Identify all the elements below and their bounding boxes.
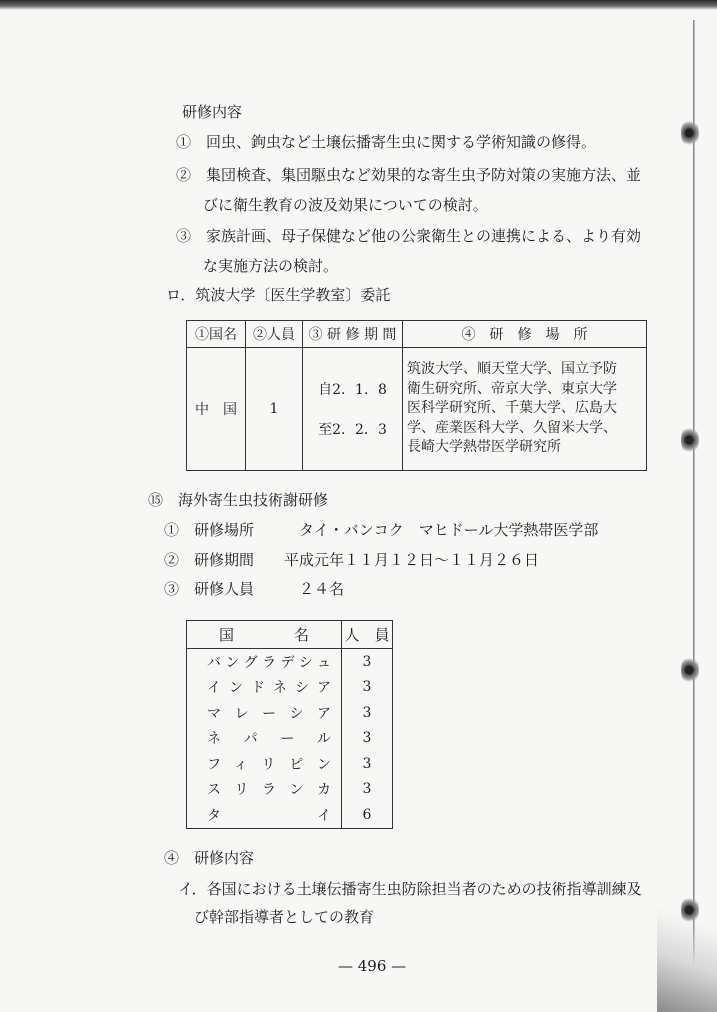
header-people: 人 員: [342, 621, 393, 649]
people-cell: 3: [342, 675, 393, 701]
page-number: — 496 —: [338, 957, 407, 975]
content-item-2-line1: ② 集団検査、集団駆虫など効果的な寄生虫予防対策の実施方法、並: [176, 166, 642, 184]
content-item-3-line2: な実施方法の検討。: [203, 257, 339, 275]
people-cell: 3: [342, 751, 393, 777]
training-period: ② 研修期間 平成元年１１月１２日〜１１月２６日: [164, 551, 540, 569]
overseas-training-title: ⑮ 海外寄生虫技術謝研修: [148, 491, 329, 509]
scan-top-shadow: [0, 0, 717, 10]
cell-people: 1: [246, 348, 303, 471]
place-line: 医科学研究所、千葉大学、広島大: [407, 400, 617, 417]
table-row: [187, 675, 393, 701]
binding-edge: [693, 20, 695, 1010]
binding-hole: [681, 655, 699, 685]
content-item-1: ① 回虫、鉤虫など土壌伝播寄生虫に関する学術知識の修得。: [176, 133, 597, 151]
content-item-2-line2: びに衛生教育の波及効果についての検討。: [203, 196, 488, 214]
cell-places: [403, 348, 647, 471]
country-cell: スリランカ: [187, 777, 342, 803]
binding-hole: [681, 425, 699, 455]
country-cell: ネパール: [187, 726, 342, 752]
participants-table: [186, 620, 393, 829]
tsukuba-heading: ロ．筑波大学〔医生学教室〕委託: [166, 286, 391, 304]
people-cell: 3: [342, 777, 393, 803]
place-line: 筑波大学、順天堂大学、国立予防: [407, 361, 617, 378]
page-curl: [657, 902, 717, 1012]
header-country: ①国名: [187, 321, 246, 348]
content-i-line2: び幹部指導者としての教育: [194, 908, 375, 926]
people-cell: 6: [342, 802, 393, 828]
period-to: 至2．2．3: [318, 422, 387, 438]
header-country: 国 名: [187, 621, 342, 649]
binding-hole: [681, 118, 699, 148]
training-members: ③ 研修人員 ２４名: [164, 580, 345, 598]
header-place: ④ 研 修 場 所: [403, 321, 647, 348]
training-place: ① 研修場所 タイ・バンコク マヒドール大学熱帯医学部: [164, 521, 599, 539]
tsukuba-training-table: [186, 320, 647, 471]
table-row: [187, 751, 393, 777]
country-cell: マレーシア: [187, 700, 342, 726]
country-cell: バングラデシュ: [187, 649, 342, 675]
content-i-line1: イ．各国における土壌伝播寄生虫防除担当者のための技術指導訓練及: [178, 880, 642, 898]
people-cell: 3: [342, 649, 393, 675]
table-row: [187, 777, 393, 803]
cell-country: 中 国: [187, 348, 246, 471]
table-row: [187, 649, 393, 675]
table-row: [187, 700, 393, 726]
country-cell: タイ: [187, 802, 342, 828]
period-from: 自2．1．8: [318, 382, 387, 398]
country-cell: インドネシア: [187, 675, 342, 701]
header-people: ②人員: [246, 321, 303, 348]
table-row: [187, 802, 393, 828]
cell-period: [303, 348, 403, 471]
country-cell: フィリピン: [187, 751, 342, 777]
place-line: 学、産業医科大学、久留米大学、: [407, 419, 617, 436]
people-cell: 3: [342, 726, 393, 752]
people-cell: 3: [342, 700, 393, 726]
place-line: 長崎大学熱帯医学研究所: [407, 439, 561, 456]
training-content-heading-2: ④ 研修内容: [164, 849, 255, 867]
header-period: ③ 研 修 期 間: [303, 321, 403, 348]
place-line: 衛生研究所、帝京大学、東京大学: [407, 380, 617, 397]
table-row: [187, 726, 393, 752]
content-item-3-line1: ③ 家族計画、母子保健など他の公衆衛生との連携による、より有効: [176, 227, 642, 245]
training-content-heading: 研修内容: [182, 103, 243, 121]
